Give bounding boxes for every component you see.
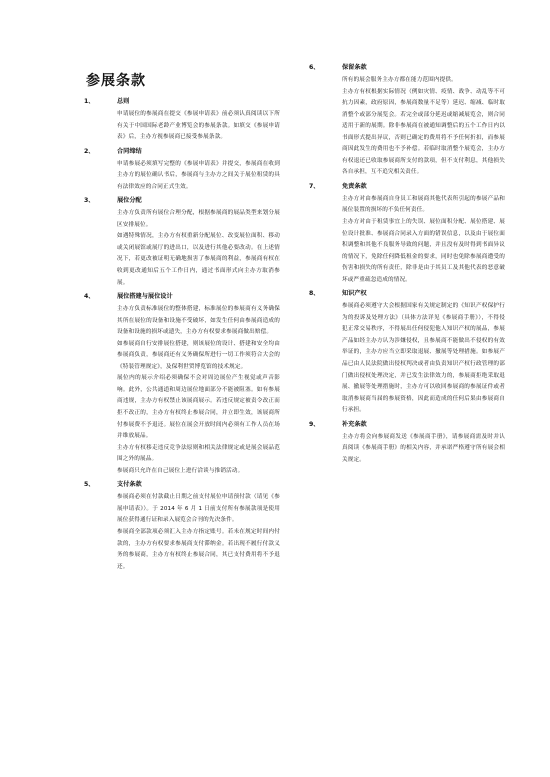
clause-number: 2、 bbox=[84, 147, 95, 155]
clause-section bbox=[84, 145, 280, 194]
clause-section bbox=[84, 290, 280, 477]
clause-title: 总则 bbox=[117, 98, 130, 105]
clause-heading bbox=[309, 61, 497, 75]
document-title: 参展条款 bbox=[86, 73, 146, 89]
right-column bbox=[309, 61, 505, 467]
clause-paragraph: 主办方有权移走违反竞争法原则和相关法律规定或是展会展品范围之外的展品。 bbox=[117, 444, 280, 463]
clause-paragraph: 参展商只允许在自己展位上进行洽谈与推销活动。 bbox=[117, 467, 244, 474]
clause-title: 免责条款 bbox=[342, 182, 367, 190]
clause-section bbox=[84, 478, 280, 573]
clause-heading bbox=[84, 290, 272, 304]
clause-number: 8、 bbox=[309, 290, 320, 298]
clause-number: 9、 bbox=[309, 420, 320, 428]
clause-number: 4、 bbox=[84, 293, 95, 301]
clause-heading bbox=[84, 478, 272, 492]
clause-paragraph: 如参展商自行安排展位搭建，则该展位的设计、搭建和安全均由参展商负责，参展商还有义务确保所进行一切工作须符合大会的《特装管理规定》，及保利世贸博览馆的技术规定。 bbox=[117, 340, 280, 370]
clause-paragraph: 主办方负责所有展位合理分配，根据参展商的展品类型来划分展区安排展位。 bbox=[117, 210, 280, 228]
clause-title: 展位分配 bbox=[117, 197, 142, 205]
clause-number: 3、 bbox=[84, 197, 95, 205]
clause-title: 补充条款 bbox=[342, 420, 367, 428]
clause-section bbox=[309, 180, 505, 286]
clause-paragraph: 参展商必须在付款截止日期之前支付展位申请预付款（请见《参展申请表》）。于 2014 年 6 月 1 日前支付所有参展款项是使用展位获得通行证和录入展览会合刊的先决条件。 bbox=[117, 494, 280, 524]
clause-title: 合同缔结 bbox=[117, 147, 142, 155]
clause-paragraph: 主办方将会向参展商发送《参展商手册》，请参展商需及时并认真阅读《参展商手册》的相关内容，并承诺严格遵守所有展会相关规定。 bbox=[342, 433, 505, 463]
clause-section bbox=[84, 95, 280, 144]
clause-heading bbox=[309, 418, 497, 432]
clause-title: 展位搭建与展位设计 bbox=[117, 293, 173, 301]
clause-heading bbox=[84, 95, 272, 109]
clause-paragraph: 主办方负责标准展位的整体搭建，标准展位的参展商有义务确保其所在展位的设备和设施不受破坏，如发生任何由参展商造成的设备和设施的损坏或遗失，主办方有权要求参展商做出赔偿。 bbox=[117, 306, 280, 336]
clause-heading bbox=[309, 287, 497, 301]
left-column bbox=[84, 95, 280, 574]
clause-section bbox=[84, 194, 280, 289]
clause-paragraph: 所有的展会服务主办方都在能力范围内提供。 bbox=[342, 77, 457, 83]
clause-title: 保留条款 bbox=[342, 64, 367, 71]
clause-heading bbox=[309, 180, 497, 194]
clause-paragraph: 主办方有权根据实际情况（例如灾情、疫情、战争、动乱等不可抗力因素，政府原因，参展商数量不足等）延迟、缩减、临时取消整个或部分展览会。若完全或部分延迟或缩减展览会，则合同适用于新的展期。除非参展商在被通知调整后的五个工作日内以书面形式提出异议，否则已确定的费用将不予任何折扣，而参展商因此发生的费用也不予补偿。若临时取消整个展览会，主办方有权退还已收取参展商所支付的款项，但不支付利息，其他损失各自承担，互不追究相关责任。 bbox=[342, 88, 505, 176]
clause-section bbox=[309, 418, 505, 467]
clause-heading bbox=[84, 145, 272, 159]
clause-number: 6、 bbox=[309, 64, 320, 71]
clause-section bbox=[309, 61, 505, 179]
clause-heading bbox=[84, 194, 272, 208]
clause-number: 7、 bbox=[309, 182, 320, 190]
clause-number: 5、 bbox=[84, 481, 95, 489]
clause-title: 支付条款 bbox=[117, 481, 142, 489]
clause-paragraph: 申请参展必须填写完整的《参展申请表》并提交，参展商在收到主办方的展位确认书后，参展商与主办方之间关于展位租赁的具有法律效应的合同正式生效。 bbox=[117, 160, 280, 190]
clause-paragraph: 展位内的展示介绍必须确保不会对周边展位产生视觉或声音影响。此外，公共通道和周边展位地面部分不能被阻塞。如有参展商违规，主办方有权禁止该展商展示。若违反规定被责令改正而拒不改正的，主办方有权终止参展合同，并立即生效，该展商所付参展费不予退还。展位在展会开放时间内必须有工作人员在场并维放展品。 bbox=[117, 375, 280, 440]
clause-number: 1、 bbox=[84, 98, 95, 105]
clause-paragraph: 参展商全部款项必须汇入主办方指定账号。若未在规定时间内付款的，主办方有权要求参展商支付滞纳金。若出现不履行付款义务的参展商，主办方有权终止参展合同，其已支付费用将不予退还。 bbox=[117, 528, 280, 570]
clause-paragraph: 申请展位的参展商在提交《参展申请表》前必须认真阅读以下所有关于中国国际老龄产业博览会的参展条款。如填交《参展申请表》后，主办方视参展商已接受参展条款。 bbox=[117, 111, 280, 141]
clause-paragraph: 参展商必须遵守大会根据国家有关规定制定的《知识产权保护行为的投诉及处理方法》（具体方法详见《参展商手册》），不得侵犯正常交易秩序，不得展出任何侵犯他人知识产权的展品，参展产品如经主办方认为涉嫌侵权，且参展商不能做出不侵权的有效举证的，主办方应当立即采取退展、撤展等处理措施。如参展产品已由人民法院做出侵权判决或者由负责知识产权行政管理的部门做出侵权处理决定，并已发生法律效力的，参展商拒绝采取退展、撤展等处理措施时，主办方可以收回参展商的参展证件或者取消参展商当届的参展资格，因此而造成的任何后果由参展商自行承担。 bbox=[342, 303, 505, 414]
clause-paragraph: 主办方对由参展商自身员工和展商其他代表所引起的参展产品和展位装置的损坏的不负任何责任。 bbox=[342, 195, 505, 214]
clause-paragraph: 如遇特殊情况，主办方有权重新分配展位、改变展位面积、移动或关闭展馆或展厅的进出口，以及进行其他必要改动。在上述情况下，若更改被证明无确地损害了参展商的利益，参展商有权在收到更改通知后五个工作日内，通过书面形式向主办方取消参展。 bbox=[117, 233, 280, 286]
clause-title: 知识产权 bbox=[342, 290, 367, 298]
clause-paragraph: 主办方对由于租赁事宜上的失误、展位面积分配、展位搭建、展位设计批准、参展商合同录入方面的错误信息，以及由于展位面积调整和其他不良服务导致的问题，并且没有及时得到书面异议的情况下，免除任何降低租金的要求，同时也免除参展商遭受的伤害和损失的所有责任，除非是由于其员工及其他代表的恶意破坏或严重疏忽造成的情况。 bbox=[342, 219, 505, 283]
clause-section bbox=[309, 287, 505, 416]
